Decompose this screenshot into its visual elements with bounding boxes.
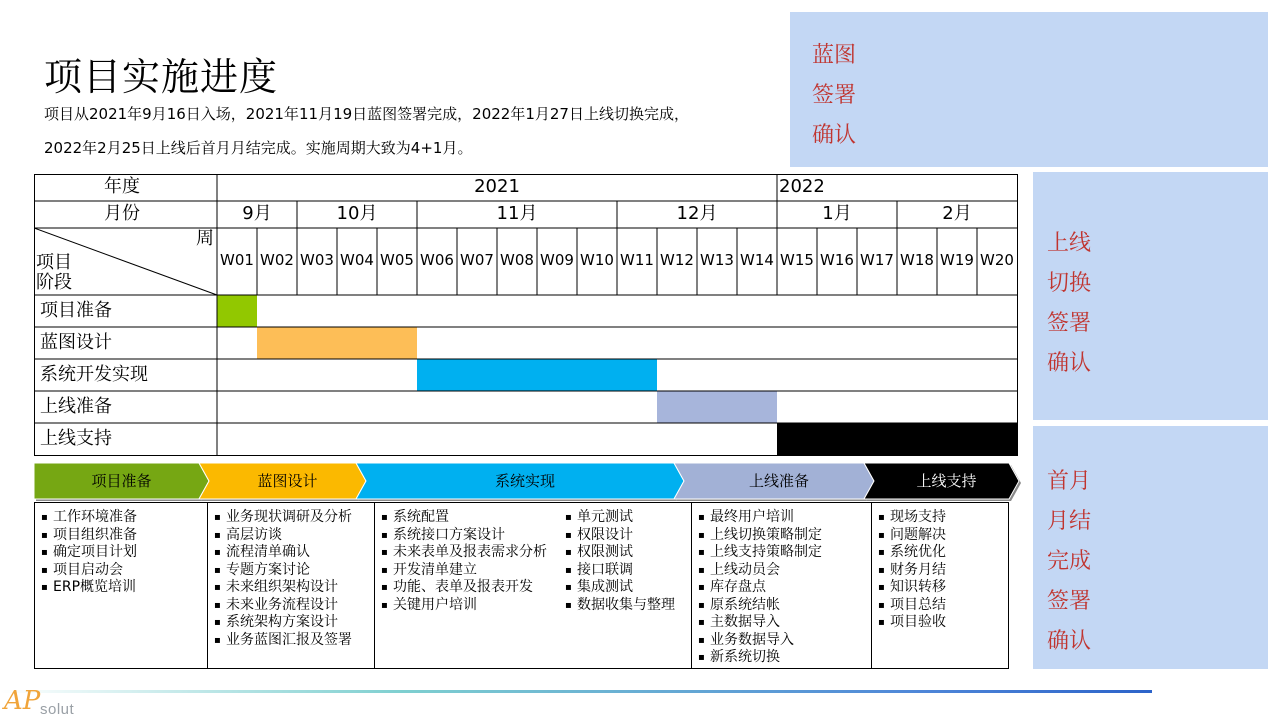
month-header: 月份 xyxy=(104,203,140,224)
task-item: ▪ 接口联调 xyxy=(565,562,675,580)
task-item: ▪ 流程清单确认 xyxy=(214,544,374,562)
phase-label: 蓝图设计 xyxy=(40,332,112,353)
golive-signoff-note xyxy=(1033,172,1268,420)
week-label: W14 xyxy=(740,251,774,269)
task-item: ▪ 未来组织架构设计 xyxy=(214,579,374,597)
task-item: ▪ 权限设计 xyxy=(565,527,675,545)
task-item: ▪ 集成测试 xyxy=(565,579,675,597)
week-label: W10 xyxy=(580,251,614,269)
week-label: W01 xyxy=(220,251,254,269)
task-item: ▪ 系统配置 xyxy=(381,509,547,527)
task-item: ▪ 权限测试 xyxy=(565,544,675,562)
process-chevron-label: 系统实现 xyxy=(494,472,555,490)
gantt-bar xyxy=(777,423,1017,455)
week-label: W08 xyxy=(500,251,534,269)
week-label: W19 xyxy=(940,251,974,269)
task-item: ▪ 业务现状调研及分析 xyxy=(214,509,374,527)
month-label: 2月 xyxy=(942,203,972,224)
page-title: 项目实施进度 xyxy=(44,55,279,99)
logo-text: solut xyxy=(40,701,75,718)
task-item: ▪ 库存盘点 xyxy=(698,579,871,597)
task-column-prep xyxy=(35,503,208,668)
note-line: 蓝图 xyxy=(812,43,857,68)
gantt-table xyxy=(34,174,1018,456)
task-item: ▪ 上线切换策略制定 xyxy=(698,527,871,545)
week-label: W12 xyxy=(660,251,694,269)
task-item: ▪ 高层访谈 xyxy=(214,527,374,545)
footer-divider xyxy=(0,690,1152,693)
task-item: ▪ 功能、表单及报表开发 xyxy=(381,579,547,597)
task-list xyxy=(381,509,547,614)
phase-label: 上线准备 xyxy=(40,396,112,417)
week-label: W11 xyxy=(620,251,654,269)
gantt-bar xyxy=(417,359,657,391)
month-label: 12月 xyxy=(676,203,718,224)
task-item: ▪ 系统优化 xyxy=(878,544,1008,562)
task-item: ▪ 原系统结帐 xyxy=(698,597,871,615)
task-column-build xyxy=(375,503,692,668)
task-column-golive-prep xyxy=(692,503,872,668)
task-item: ▪ 业务数据导入 xyxy=(698,632,871,650)
week-label: W06 xyxy=(420,251,454,269)
task-item: ▪ 未来表单及报表需求分析 xyxy=(381,544,547,562)
task-item: ▪ 单元测试 xyxy=(565,509,675,527)
summary-line-1: 项目从2021年9月16日入场，2021年11月19日蓝图签署完成，2022年1月27日上线切换完成， xyxy=(44,105,689,123)
task-list xyxy=(214,509,374,649)
task-item: ▪ 专题方案讨论 xyxy=(214,562,374,580)
task-item: ▪ 新系统切换 xyxy=(698,649,871,667)
note-line: 完成 xyxy=(1047,549,1092,574)
month-label: 1月 xyxy=(822,203,852,224)
task-item: ▪ 业务蓝图汇报及签署 xyxy=(214,632,374,650)
week-label: W16 xyxy=(820,251,854,269)
month-label: 9月 xyxy=(242,203,272,224)
process-chevron-label: 上线准备 xyxy=(748,472,809,490)
task-item: ▪ 知识转移 xyxy=(878,579,1008,597)
year-label: 2021 xyxy=(474,176,520,197)
task-column-blueprint xyxy=(208,503,375,668)
task-item: ▪ 主数据导入 xyxy=(698,614,871,632)
task-item: ▪ 上线支持策略制定 xyxy=(698,544,871,562)
week-label: W20 xyxy=(980,251,1014,269)
task-item: ▪ 项目启动会 xyxy=(41,562,207,580)
task-item: ▪ 最终用户培训 xyxy=(698,509,871,527)
phase-header-line2: 阶段 xyxy=(36,272,72,293)
task-item: ▪ 未来业务流程设计 xyxy=(214,597,374,615)
note-line: 确认 xyxy=(1047,629,1092,654)
phase-header-line1: 项目 xyxy=(36,252,72,273)
task-item: ▪ 关键用户培训 xyxy=(381,597,547,615)
logo-mark: AP xyxy=(4,686,41,716)
task-item: ▪ 工作环境准备 xyxy=(41,509,207,527)
note-line: 签署 xyxy=(812,83,857,108)
task-item: ▪ 系统接口方案设计 xyxy=(381,527,547,545)
week-label: W04 xyxy=(340,251,374,269)
gantt-bar xyxy=(257,327,417,359)
week-label: W03 xyxy=(300,251,334,269)
process-chevron-label: 上线支持 xyxy=(916,472,977,490)
week-label: W05 xyxy=(380,251,414,269)
task-list xyxy=(878,509,1008,632)
note-line: 月结 xyxy=(1047,509,1092,534)
task-item: ▪ 数据收集与整理 xyxy=(565,597,675,615)
week-label: W13 xyxy=(700,251,734,269)
week-label: W07 xyxy=(460,251,494,269)
week-label: W18 xyxy=(900,251,934,269)
task-item: ▪ 财务月结 xyxy=(878,562,1008,580)
week-label: W02 xyxy=(260,251,294,269)
process-chevrons xyxy=(34,463,1024,501)
note-line: 首月 xyxy=(1047,469,1092,494)
task-item: ▪ 上线动员会 xyxy=(698,562,871,580)
task-list xyxy=(565,509,675,614)
process-chevron-label: 蓝图设计 xyxy=(257,472,318,490)
monthend-signoff-note xyxy=(1033,426,1268,669)
summary-line-2: 2022年2月25日上线后首月月结完成。实施周期大致为4+1月。 xyxy=(44,139,473,157)
process-chevron-label: 项目准备 xyxy=(91,472,152,490)
year-header: 年度 xyxy=(104,176,140,197)
task-item: ▪ 系统架构方案设计 xyxy=(214,614,374,632)
task-list xyxy=(41,509,207,597)
phase-label: 上线支持 xyxy=(40,428,112,449)
blueprint-signoff-note xyxy=(790,12,1268,167)
note-line: 确认 xyxy=(812,123,857,148)
phase-label: 项目准备 xyxy=(40,300,112,321)
week-label: W15 xyxy=(780,251,814,269)
task-list xyxy=(698,509,871,667)
company-logo xyxy=(2,688,92,720)
task-item: ▪ 确定项目计划 xyxy=(41,544,207,562)
task-item: ▪ 现场支持 xyxy=(878,509,1008,527)
task-item: ▪ 项目总结 xyxy=(878,597,1008,615)
note-line: 切换 xyxy=(1047,271,1092,296)
year-label: 2022 xyxy=(779,176,825,197)
gantt-bar xyxy=(657,391,777,423)
month-label: 11月 xyxy=(496,203,538,224)
week-header: 周 xyxy=(196,228,214,249)
phase-label: 系统开发实现 xyxy=(40,364,148,385)
month-label: 10月 xyxy=(336,203,378,224)
week-label: W09 xyxy=(540,251,574,269)
note-line: 上线 xyxy=(1047,231,1092,256)
task-item: ▪ 开发清单建立 xyxy=(381,562,547,580)
task-column-support xyxy=(872,503,1008,668)
note-line: 签署 xyxy=(1047,589,1092,614)
task-table xyxy=(34,502,1009,669)
note-line: 确认 xyxy=(1047,351,1092,376)
gantt-bar xyxy=(217,295,257,327)
task-item: ▪ ERP概览培训 xyxy=(41,579,207,597)
note-line: 签署 xyxy=(1047,311,1092,336)
week-label: W17 xyxy=(860,251,894,269)
task-item: ▪ 项目验收 xyxy=(878,614,1008,632)
task-item: ▪ 问题解决 xyxy=(878,527,1008,545)
task-item: ▪ 项目组织准备 xyxy=(41,527,207,545)
